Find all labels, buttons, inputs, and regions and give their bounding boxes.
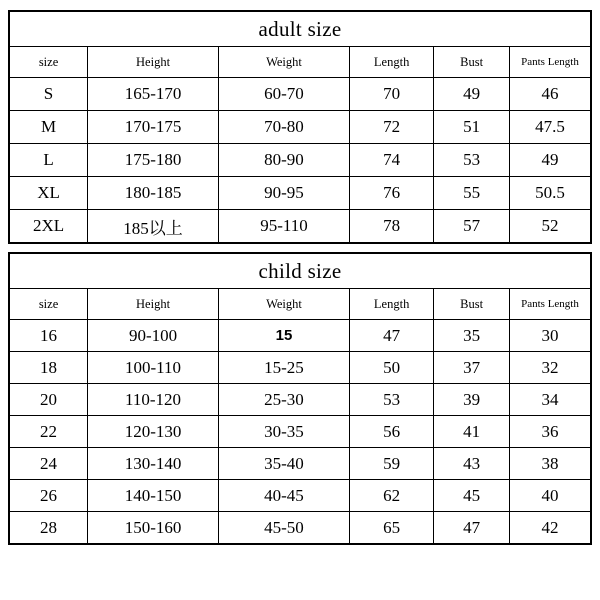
cell-length: 56 (349, 416, 433, 448)
cell-length: 72 (349, 111, 433, 144)
table-row (9, 78, 591, 111)
cell-height: 165-170 (88, 78, 219, 111)
cell-height: 185以上 (88, 210, 219, 244)
cell-size: 2XL (9, 210, 88, 244)
table-title-row (9, 253, 591, 289)
cell-pants-length: 38 (509, 448, 591, 480)
cell-bust: 57 (434, 210, 510, 244)
cell-pants-length: 42 (509, 512, 591, 545)
adult-size-table (8, 10, 592, 244)
cell-bust: 45 (434, 480, 510, 512)
child-table-title: child size (9, 253, 591, 289)
cell-height: 175-180 (88, 144, 219, 177)
cell-weight: 80-90 (219, 144, 350, 177)
table-title-row (9, 11, 591, 47)
cell-size: 26 (9, 480, 88, 512)
table-header-row (9, 47, 591, 78)
cell-size: M (9, 111, 88, 144)
table-row (9, 448, 591, 480)
header-size: size (9, 47, 88, 78)
cell-bust: 51 (434, 111, 510, 144)
header-bust: Bust (434, 289, 510, 320)
cell-length: 59 (349, 448, 433, 480)
cell-bust: 49 (434, 78, 510, 111)
cell-length: 65 (349, 512, 433, 545)
cell-weight: 25-30 (219, 384, 350, 416)
cell-size: L (9, 144, 88, 177)
cell-height: 90-100 (88, 320, 219, 352)
table-row (9, 352, 591, 384)
cell-height: 170-175 (88, 111, 219, 144)
header-pants-length: Pants Length (509, 47, 591, 78)
cell-pants-length: 46 (509, 78, 591, 111)
cell-height: 150-160 (88, 512, 219, 545)
cell-size: 24 (9, 448, 88, 480)
header-length: Length (349, 289, 433, 320)
cell-size: 20 (9, 384, 88, 416)
table-header-row (9, 289, 591, 320)
cell-bust: 41 (434, 416, 510, 448)
cell-length: 74 (349, 144, 433, 177)
table-row (9, 480, 591, 512)
table-row (9, 177, 591, 210)
cell-size: 18 (9, 352, 88, 384)
cell-length: 47 (349, 320, 433, 352)
cell-weight: 60-70 (219, 78, 350, 111)
table-row (9, 144, 591, 177)
cell-weight: 15-25 (219, 352, 350, 384)
cell-pants-length: 49 (509, 144, 591, 177)
cell-bust: 37 (434, 352, 510, 384)
cell-bust: 55 (434, 177, 510, 210)
cell-length: 78 (349, 210, 433, 244)
cell-size: 16 (9, 320, 88, 352)
child-size-table (8, 252, 592, 545)
cell-pants-length: 40 (509, 480, 591, 512)
table-row (9, 384, 591, 416)
cell-size: 22 (9, 416, 88, 448)
cell-weight: 35-40 (219, 448, 350, 480)
cell-pants-length: 47.5 (509, 111, 591, 144)
cell-size: XL (9, 177, 88, 210)
cell-bust: 35 (434, 320, 510, 352)
cell-pants-length: 34 (509, 384, 591, 416)
header-height: Height (88, 289, 219, 320)
header-height: Height (88, 47, 219, 78)
cell-weight: 70-80 (219, 111, 350, 144)
cell-height: 180-185 (88, 177, 219, 210)
table-row (9, 416, 591, 448)
cell-bust: 39 (434, 384, 510, 416)
cell-length: 53 (349, 384, 433, 416)
cell-weight: 90-95 (219, 177, 350, 210)
cell-weight: 15 (219, 320, 350, 352)
cell-weight: 30-35 (219, 416, 350, 448)
cell-weight: 45-50 (219, 512, 350, 545)
cell-height: 140-150 (88, 480, 219, 512)
table-row (9, 111, 591, 144)
cell-length: 62 (349, 480, 433, 512)
cell-bust: 47 (434, 512, 510, 545)
cell-height: 100-110 (88, 352, 219, 384)
cell-pants-length: 50.5 (509, 177, 591, 210)
header-length: Length (349, 47, 433, 78)
cell-size: S (9, 78, 88, 111)
cell-weight: 40-45 (219, 480, 350, 512)
cell-height: 120-130 (88, 416, 219, 448)
cell-bust: 43 (434, 448, 510, 480)
cell-length: 76 (349, 177, 433, 210)
cell-pants-length: 32 (509, 352, 591, 384)
header-bust: Bust (434, 47, 510, 78)
cell-pants-length: 36 (509, 416, 591, 448)
header-weight: Weight (219, 289, 350, 320)
cell-length: 50 (349, 352, 433, 384)
cell-height: 130-140 (88, 448, 219, 480)
cell-weight: 95-110 (219, 210, 350, 244)
header-pants-length: Pants Length (509, 289, 591, 320)
table-row (9, 210, 591, 244)
table-row (9, 320, 591, 352)
cell-length: 70 (349, 78, 433, 111)
cell-pants-length: 52 (509, 210, 591, 244)
table-row (9, 512, 591, 545)
adult-table-title: adult size (9, 11, 591, 47)
header-size: size (9, 289, 88, 320)
cell-pants-length: 30 (509, 320, 591, 352)
header-weight: Weight (219, 47, 350, 78)
cell-bust: 53 (434, 144, 510, 177)
cell-size: 28 (9, 512, 88, 545)
cell-height: 110-120 (88, 384, 219, 416)
